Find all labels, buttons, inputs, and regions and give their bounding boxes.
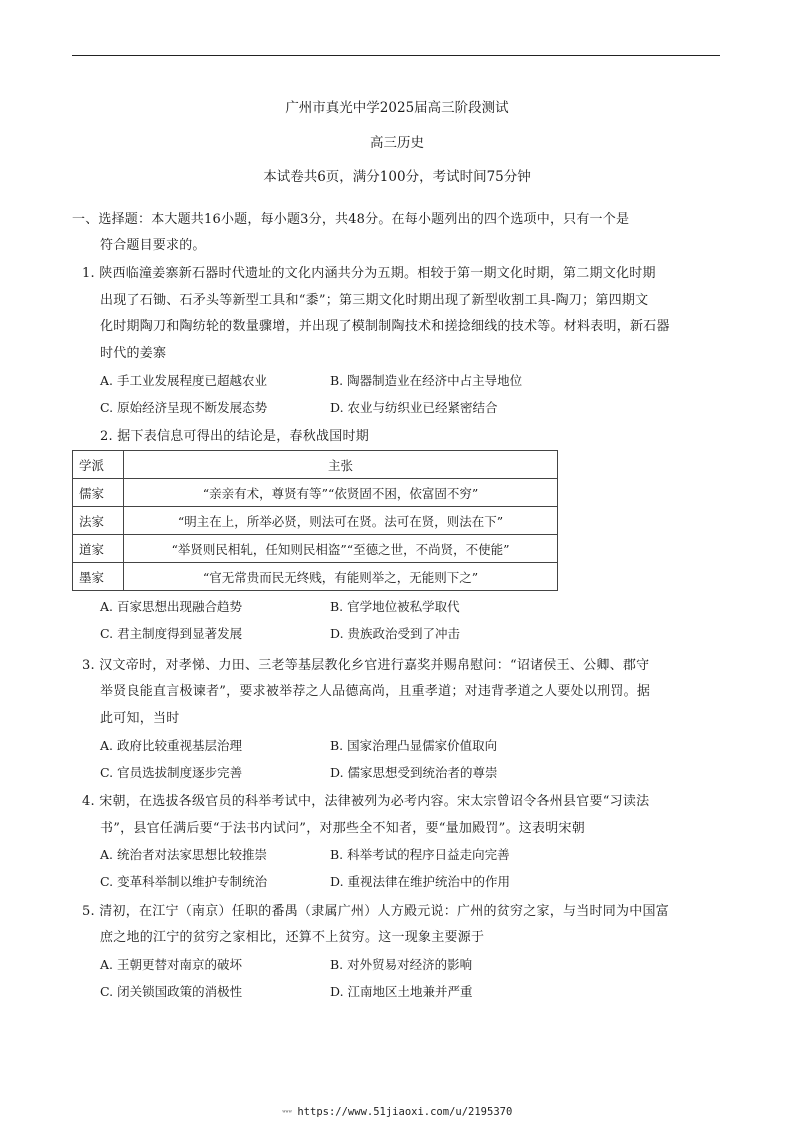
table-cell: “明主在上，所举必贤，则法可在贤。法可在贤，则法在下”: [124, 507, 558, 535]
table-cell: 儒家: [73, 479, 124, 507]
table-row: [73, 535, 558, 563]
question-text: 化时期陶刀和陶纺轮的数量骤增，并出现了模制制陶技术和搓捻细线的技术等。材料表明，新石器: [100, 319, 670, 334]
question-text: 5. 清初，在江宁（南京）任职的番禺（隶属广州）人方殿元说：广州的贫穷之家，与当时同为中国富: [82, 904, 670, 919]
table-cell: 墨家: [73, 563, 124, 591]
question-text: 书”，县官任满后要“于法书内试问”，对那些全不知者，要“量加殿罚”。这表明宋朝: [100, 821, 585, 836]
question-text: 2. 据下表信息可得出的结论是，春秋战国时期: [100, 429, 370, 444]
option-d[interactable]: D. 江南地区土地兼并严重: [330, 984, 473, 999]
option-c[interactable]: C. 闭关锁国政策的消极性: [100, 984, 243, 999]
section-heading: 一、选择题：本大题共16小题，每小题3分，共48分。在每小题列出的四个选项中，只有一个是: [72, 212, 630, 227]
table-row: [73, 563, 558, 591]
table-header-row: [73, 451, 558, 479]
question-text: 3. 汉文帝时，对孝悌、力田、三老等基层教化乡官进行嘉奖并赐帛慰问：“诏诸侯王、公卿、郡守: [82, 658, 650, 673]
table-cell: “亲亲有术，尊贤有等”“依贤固不困，依富固不穷”: [124, 479, 558, 507]
option-c[interactable]: C. 官员选拔制度逐步完善: [100, 765, 243, 780]
question-text: 举贤良能直言极谏者”，要求被举荐之人品德高尚，且重孝道；对违背孝道之人要处以刑罚。据: [100, 684, 651, 699]
table-header-cell: 学派: [73, 451, 124, 479]
option-c[interactable]: C. 原始经济呈现不断发展态势: [100, 400, 268, 415]
option-a[interactable]: A. 王朝更替对南京的破坏: [100, 957, 242, 972]
table-row: [73, 507, 558, 535]
footer-mark: ᵂᵂᵂ: [281, 1109, 292, 1117]
exam-title: 广州市真光中学2025届高三阶段测试: [285, 100, 509, 116]
option-a[interactable]: A. 百家思想出现融合趋势: [100, 599, 242, 614]
option-a[interactable]: A. 手工业发展程度已超越农业: [100, 373, 267, 388]
option-b[interactable]: B. 科举考试的程序日益走向完善: [330, 847, 510, 862]
option-c[interactable]: C. 君主制度得到显著发展: [100, 626, 243, 641]
table-cell: “官无常贵而民无终贱，有能则举之，无能则下之”: [124, 563, 558, 591]
question-text: 1. 陕西临潼姜寨新石器时代遗址的文化内涵共分为五期。相较于第一期文化时期，第二期文化时期: [82, 266, 656, 281]
question-text: 此可知，当时: [100, 711, 180, 726]
table-cell: 法家: [73, 507, 124, 535]
schools-table: [72, 450, 558, 591]
option-c[interactable]: C. 变革科举制以维护专制统治: [100, 874, 268, 889]
footer-url-link[interactable]: https://www.51jiaoxi.com/u/2195370: [297, 1106, 513, 1118]
option-b[interactable]: B. 官学地位被私学取代: [330, 599, 460, 614]
table-cell: 道家: [73, 535, 124, 563]
option-d[interactable]: D. 农业与纺织业已经紧密结合: [330, 400, 498, 415]
table-row: [73, 479, 558, 507]
option-b[interactable]: B. 对外贸易对经济的影响: [330, 957, 473, 972]
footer: [0, 1106, 794, 1118]
exam-subject: 高三历史: [370, 135, 424, 151]
header-rule: [72, 55, 720, 56]
exam-info: 本试卷共6页，满分100分，考试时间75分钟: [263, 169, 531, 185]
question-text: 庶之地的江宁的贫穷之家相比，还算不上贫穷。这一现象主要源于: [100, 930, 485, 945]
option-a[interactable]: A. 统治者对法家思想比较推崇: [100, 847, 267, 862]
option-d[interactable]: D. 贵族政治受到了冲击: [330, 626, 461, 641]
option-a[interactable]: A. 政府比较重视基层治理: [100, 738, 242, 753]
table-header-cell: 主张: [124, 451, 558, 479]
option-b[interactable]: B. 国家治理凸显儒家价值取向: [330, 738, 498, 753]
option-d[interactable]: D. 重视法律在维护统治中的作用: [330, 874, 511, 889]
option-d[interactable]: D. 儒家思想受到统治者的尊崇: [330, 765, 498, 780]
question-text: 时代的姜寨: [100, 346, 167, 361]
question-text: 出现了石锄、石矛头等新型工具和“黍”；第三期文化时期出现了新型收割工具-陶刀；第四期文: [100, 293, 649, 308]
option-b[interactable]: B. 陶器制造业在经济中占主导地位: [330, 373, 523, 388]
table-cell: “举贤则民相轧，任知则民相盗”“至德之世，不尚贤，不使能”: [124, 535, 558, 563]
question-text: 4. 宋朝，在选拔各级官员的科举考试中，法律被列为必考内容。宋太宗曾诏令各州县官要“习读法: [82, 794, 650, 809]
section-heading-cont: 符合题目要求的。: [100, 238, 206, 253]
